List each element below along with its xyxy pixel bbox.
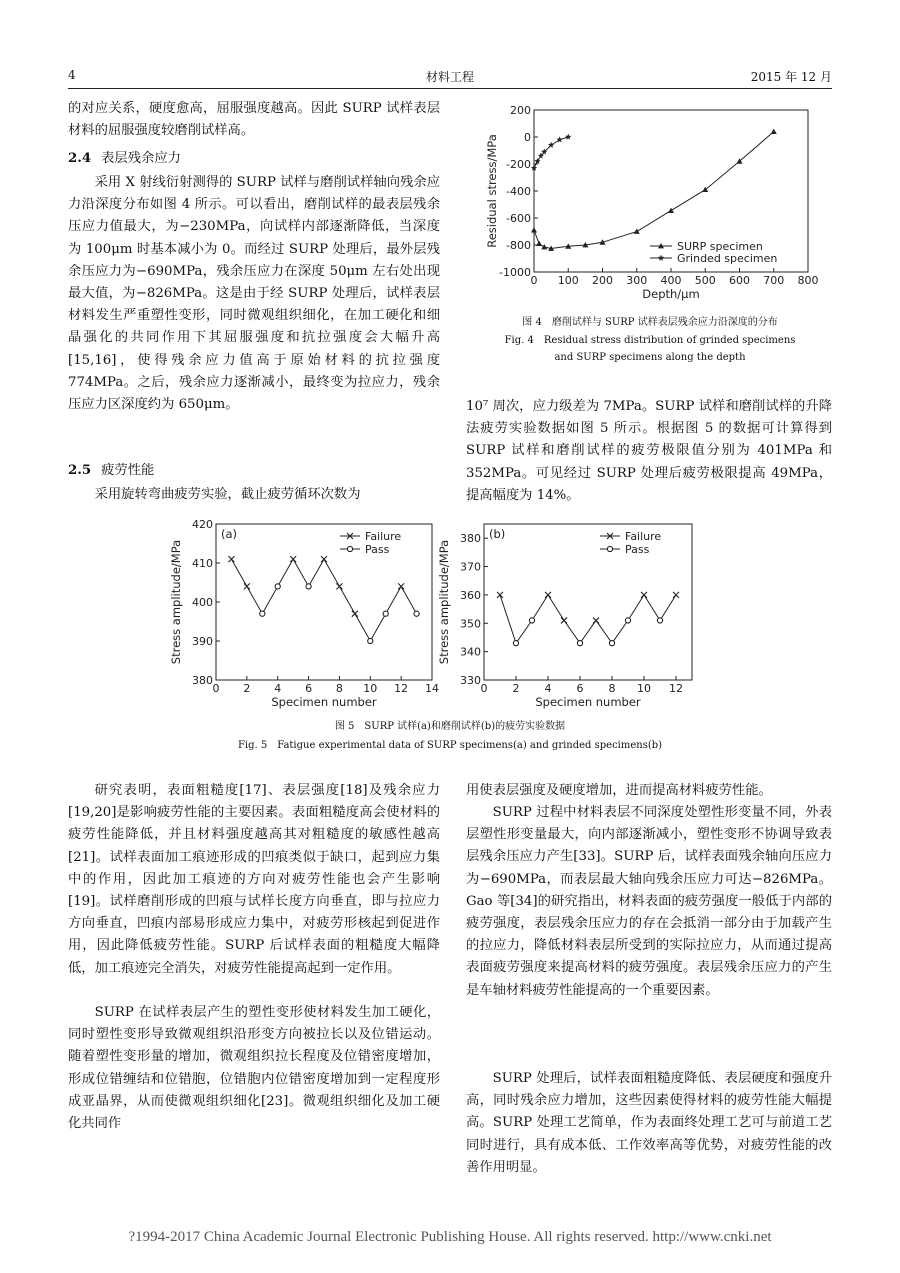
y-tick-label: 360	[460, 588, 481, 602]
x-tick-label: 500	[694, 274, 716, 287]
y-axis-label: Stress amplitude/MPa	[437, 539, 451, 665]
x-tick-label: 6	[305, 682, 313, 695]
paragraph-1: 的对应关系，硬度愈高，屈服强度越高。因此 SURP 试样表层材料的屈服强度较磨削试样高。	[68, 101, 440, 139]
data-point-pass	[275, 584, 280, 589]
section-2-5-heading	[68, 460, 440, 482]
x-tick-label: 12	[394, 682, 409, 695]
paragraph-2-text: 采用 X 射线衍射测得的 SURP 试样与磨削试样轴向残余应力沿深度分布如图 4 所示。可以看出，磨削试样的最表层残余压应力值最大，为−230MPa，向试样内部逐渐降低，当深度为 100μm 时基本减小为 0。而经过 SURP 处理后，最外层残余压应力为−690MPa，残余压应力在深度 50μm 左右处出现最大值，为−826MPa。这是由于经 SURP 处理后，试样表层材料发生严重塑性变形，同时微观组织细化，在加工硬化和细晶强化的共同作用下其屈服强度和抗拉强度会大幅升高[15,16]，使得残余应力值高于原始材料的抗拉强度 774MPa。之后，残余应力逐渐减小，最终变为拉应力，残余压应力区深度约为 650μm。	[68, 175, 440, 413]
legend-label: Pass	[625, 543, 650, 556]
y-tick-label: -600	[506, 212, 531, 225]
y-tick-label: 0	[524, 131, 531, 144]
data-point-pass	[383, 611, 388, 616]
data-point-surp	[771, 129, 777, 134]
y-tick-label: 330	[460, 674, 481, 687]
legend-marker-pass	[607, 546, 612, 551]
data-point-pass	[625, 618, 630, 623]
x-tick-label: 10	[363, 682, 378, 695]
data-point-failure	[290, 556, 296, 562]
y-tick-label: -800	[506, 239, 531, 252]
data-point-pass	[368, 638, 373, 643]
data-point-pass	[260, 611, 265, 616]
data-point-failure	[673, 592, 679, 598]
data-point-failure	[321, 556, 327, 562]
x-tick-label: 2	[512, 682, 520, 695]
paragraph-3: 采用旋转弯曲疲劳实验，截止疲劳循环次数为	[94, 487, 361, 502]
y-axis-label: Residual stress/MPa	[485, 134, 499, 248]
section-number: 2.5	[68, 463, 92, 478]
y-tick-label: -1000	[499, 266, 531, 279]
y-tick-label: 390	[192, 635, 213, 648]
data-point-pass	[306, 584, 311, 589]
y-tick-label: 380	[460, 532, 481, 546]
panel-label: (b)	[489, 527, 506, 541]
paragraph-4: 10⁷ 周次，应力级差为 7MPa。SURP 试样和磨削试样的升降法疲劳实验数据如图 5 所示。根据图 5 的数据可计算得到 SURP 试样和磨削试样的疲劳极限值分别为 401MPa 和 352MPa。可见经过 SURP 处理后疲劳极限提高 49MPa，提高幅度为 14%。	[466, 399, 832, 503]
plot-frame	[534, 110, 808, 272]
y-tick-label: 420	[192, 518, 213, 531]
x-tick-label: 100	[557, 274, 579, 287]
data-point-failure	[336, 583, 342, 589]
figure-5a-chart	[162, 518, 452, 714]
data-point-pass	[513, 641, 518, 646]
page-number: 4	[68, 68, 76, 82]
x-tick-label: 0	[480, 682, 488, 695]
x-tick-label: 300	[626, 274, 648, 287]
data-point-failure	[228, 556, 234, 562]
section-number: 2.4	[68, 151, 92, 166]
series-line	[500, 595, 676, 643]
x-tick-label: 2	[243, 682, 251, 695]
x-tick-label: 400	[660, 274, 682, 287]
legend-marker-pass	[347, 546, 352, 551]
data-point-surp	[634, 229, 640, 234]
paragraph-2	[68, 172, 440, 416]
data-point-failure	[545, 592, 551, 598]
y-axis-label: Stress amplitude/MPa	[169, 539, 183, 665]
data-point-surp	[536, 241, 542, 246]
paragraph-5: 研究表明，表面粗糙度[17]、表层强度[18]及残余应力[19,20]是影响疲劳性能的主要因素。表面粗糙度高会使材料的疲劳性能降低，并且材料强度越高其对粗糙度的敏感性越高[21]。试样表面加工痕迹形成的凹痕类似于缺口，起到应力集中的作用，因此加工痕迹的方向对疲劳性能也会产生影响[19]。试样磨削形成的凹痕与试样长度方向垂直，即与拉应力方向垂直，凹痕内部易形成应力集中，对疲劳形核起到促进作用，因此降低疲劳性能。SURP 后试样表面的粗糙度大幅降低，加工痕迹完全消失，对疲劳性能提高起到一定作用。	[68, 783, 440, 976]
paragraph-8: SURP 过程中材料表层不同深度处塑性形变量不同，外表层塑性形变量最大，向内部逐渐减小，塑性变形不协调导致表层残余压应力产生[33]。SURP 后，试样表面残余轴向压应力为−690MPa，而表层最大轴向残余压应力可达−826MPa。Gao 等[34]的研究指出，材料表面的疲劳强度一般低于内部的疲劳强度，表层残余压应力的存在会抵消一部分由于加载产生的拉应力，降低材料表层所受到的实际拉应力，从而通过提高表面疲劳强度来提高材料的疲劳强度。表层残余压应力的产生是车轴材料疲劳性能提高的一个重要因素。	[466, 805, 832, 998]
legend-label: Failure	[365, 530, 402, 543]
copyright-footer: ?1994-2017 China Academic Journal Electronic Publishing House. All rights reserved. http://www.cnki.net	[128, 1229, 772, 1245]
legend-label: Pass	[365, 543, 390, 556]
y-tick-label: -200	[506, 158, 531, 171]
x-tick-label: 200	[592, 274, 613, 287]
data-point-grinded	[565, 134, 572, 140]
plot-frame	[484, 524, 692, 680]
issue-date: 2015 年 12 月	[750, 70, 832, 84]
figure-4-caption-cn: 图 4 磨削试样与 SURP 试样表层残余应力沿深度的分布	[522, 317, 778, 328]
y-tick-label: 350	[460, 617, 481, 631]
plot-frame	[216, 524, 432, 680]
data-point-surp	[668, 208, 674, 213]
y-tick-label: 380	[192, 674, 213, 687]
data-point-pass	[577, 641, 582, 646]
x-tick-label: 700	[763, 274, 785, 287]
data-point-failure	[593, 617, 599, 623]
header-rule	[68, 88, 832, 89]
figure-5b-plot	[437, 524, 692, 709]
data-point-failure	[561, 617, 567, 623]
data-point-pass	[529, 618, 534, 623]
y-tick-label: 410	[192, 557, 213, 570]
data-point-failure	[244, 583, 250, 589]
data-point-grinded	[534, 158, 541, 164]
x-tick-label: 800	[797, 274, 819, 287]
legend-label: Grinded specimen	[677, 252, 778, 265]
y-tick-label: 400	[192, 596, 213, 609]
legend-label: SURP specimen	[677, 240, 763, 253]
data-point-failure	[352, 611, 358, 617]
figure-5b-chart	[430, 518, 710, 714]
section-title: 表层残余应力	[101, 151, 181, 166]
figure-4-plot	[485, 104, 819, 301]
figure-4-chart	[480, 98, 820, 310]
legend-label: Failure	[625, 530, 662, 543]
x-tick-label: 8	[335, 682, 343, 695]
x-tick-label: 600	[729, 274, 750, 287]
x-tick-label: 8	[608, 682, 616, 695]
journal-name: 材料工程	[425, 70, 474, 84]
x-tick-label: 6	[576, 682, 584, 695]
x-tick-label: 4	[544, 682, 552, 695]
y-tick-label: -400	[506, 185, 531, 198]
paragraph-9: SURP 处理后，试样表面粗糙度降低、表层硬度和强度升高，同时残余应力增加，这些因素使得材料的疲劳性能大幅提高。SURP 处理工艺简单，作为表面终处理工艺可与前道工艺同时进行，具有成本低、工作效率高等优势，对疲劳性能的改善作用明显。	[466, 1071, 832, 1175]
y-tick-label: 340	[460, 645, 481, 659]
section-2-4-heading	[68, 148, 440, 170]
x-axis-label: Depth/μm	[642, 287, 700, 301]
data-point-surp	[531, 227, 537, 232]
paragraph-7: 用使表层强度及硬度增加，进而提高材料疲劳性能。	[466, 783, 772, 798]
x-tick-label: 12	[669, 682, 683, 695]
data-point-pass	[414, 611, 419, 616]
x-tick-label: 4	[274, 682, 282, 695]
data-point-failure	[398, 583, 404, 589]
figure-5a-plot	[169, 518, 439, 709]
panel-label: (a)	[221, 527, 238, 541]
figure-4-caption-en: and SURP specimens along the depth	[554, 352, 746, 363]
figure-5-caption-en: Fig. 5 Fatigue experimental data of SURP specimens(a) and grinded specimens(b)	[237, 740, 663, 751]
series-line	[231, 559, 416, 641]
data-point-failure	[641, 592, 647, 598]
figure-5-caption-cn: 图 5 SURP 试样(a)和磨削试样(b)的疲劳实验数据	[334, 721, 566, 732]
data-point-pass	[609, 641, 614, 646]
data-point-surp	[541, 244, 547, 249]
y-tick-label: 200	[510, 104, 531, 117]
data-point-failure	[497, 592, 503, 598]
x-axis-label: Specimen number	[271, 695, 377, 709]
x-axis-label: Specimen number	[535, 695, 641, 709]
series-line	[534, 132, 774, 249]
x-tick-label: 0	[212, 682, 220, 695]
x-tick-label: 10	[637, 682, 651, 695]
section-title: 疲劳性能	[101, 463, 155, 478]
y-tick-label: 370	[460, 560, 481, 574]
figure-4-caption-en: Fig. 4 Residual stress distribution of grinded specimens	[504, 335, 796, 346]
x-tick-label: 14	[425, 682, 439, 695]
data-point-pass	[657, 618, 662, 623]
x-tick-label: 0	[530, 274, 538, 287]
paragraph-6: SURP 在试样表层产生的塑性变形使材料发生加工硬化，同时塑性变形导致微观组织沿形变方向被拉长以及位错运动。随着塑性变形量的增加，微观组织拉长程度及位错密度增加，形成位错缠结和位错胞，位错胞内位错密度增加到一定程度形成亚晶界，从而使微观组织细化[23]。微观组织细化及加工硬化共同作	[68, 1005, 440, 1132]
